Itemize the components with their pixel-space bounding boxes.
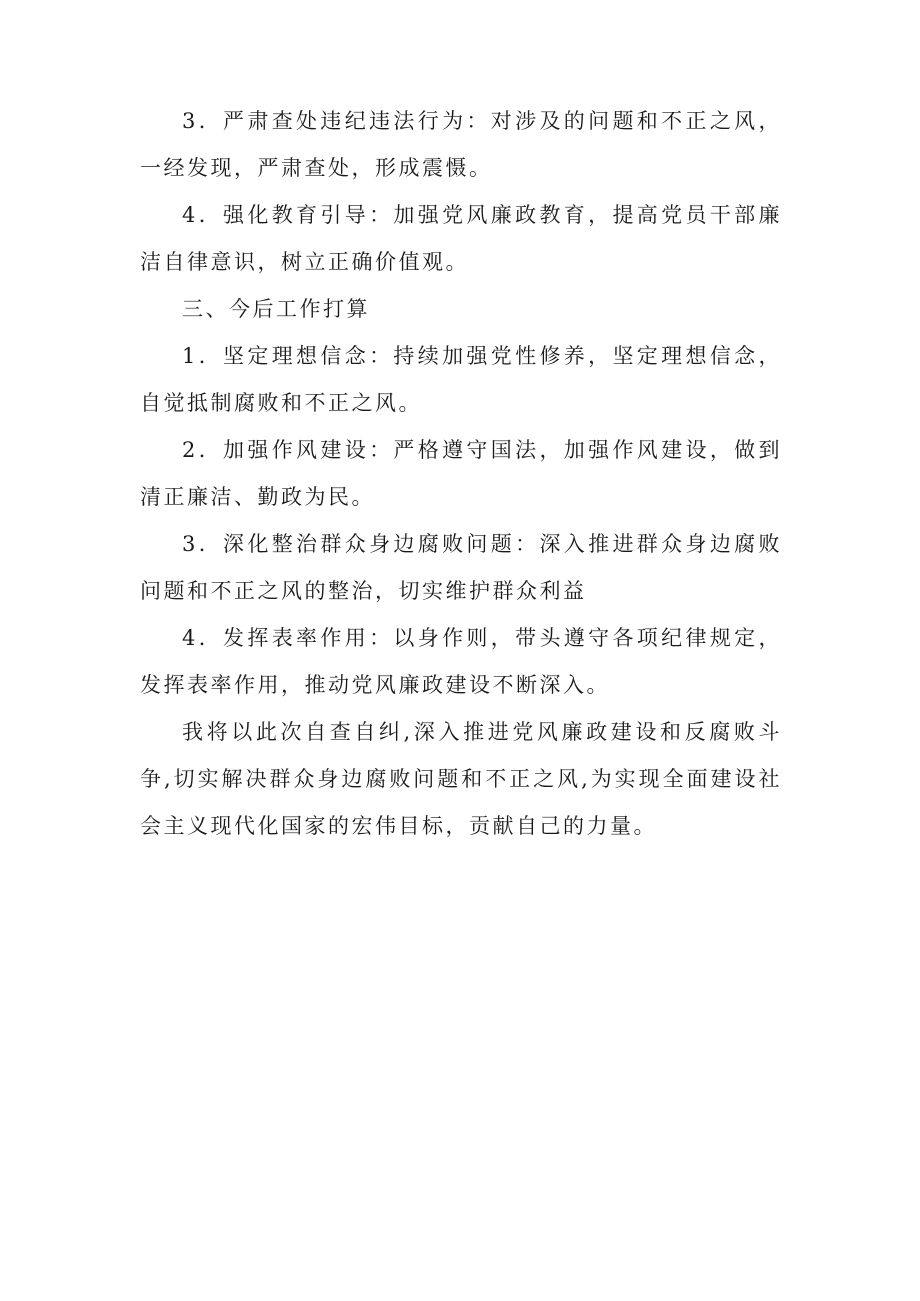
paragraph-item-3: 3．严肃查处违纪违法行为：对涉及的问题和不正之风，一经发现，严肃查处，形成震慑。 — [140, 109, 782, 180]
plan-item-3: 3．深化整治群众身边腐败问题：深入推进群众身边腐败问题和不正之风的整治，切实维护群众利益 — [140, 532, 782, 603]
document-body — [140, 98, 782, 850]
section-heading: 三、今后工作打算 — [182, 297, 370, 321]
closing-paragraph: 我将以此次自查自纠,深入推进党风廉政建设和反腐败斗争,切实解决群众身边腐败问题和不正之风,为实现全面建设社会主义现代化国家的宏伟目标，贡献自己的力量。 — [140, 720, 782, 838]
plan-item-4: 4．发挥表率作用：以身作则，带头遵守各项纪律规定，发挥表率作用，推动党风廉政建设不断深入。 — [140, 626, 782, 697]
plan-item-2: 2．加强作风建设：严格遵守国法，加强作风建设，做到清正廉洁、勤政为民。 — [140, 438, 782, 509]
paragraph-item-4: 4．强化教育引导：加强党风廉政教育，提高党员干部廉洁自律意识，树立正确价值观。 — [140, 203, 782, 274]
plan-item-1: 1．坚定理想信念：持续加强党性修养，坚定理想信念，自觉抵制腐败和不正之风。 — [140, 344, 782, 415]
